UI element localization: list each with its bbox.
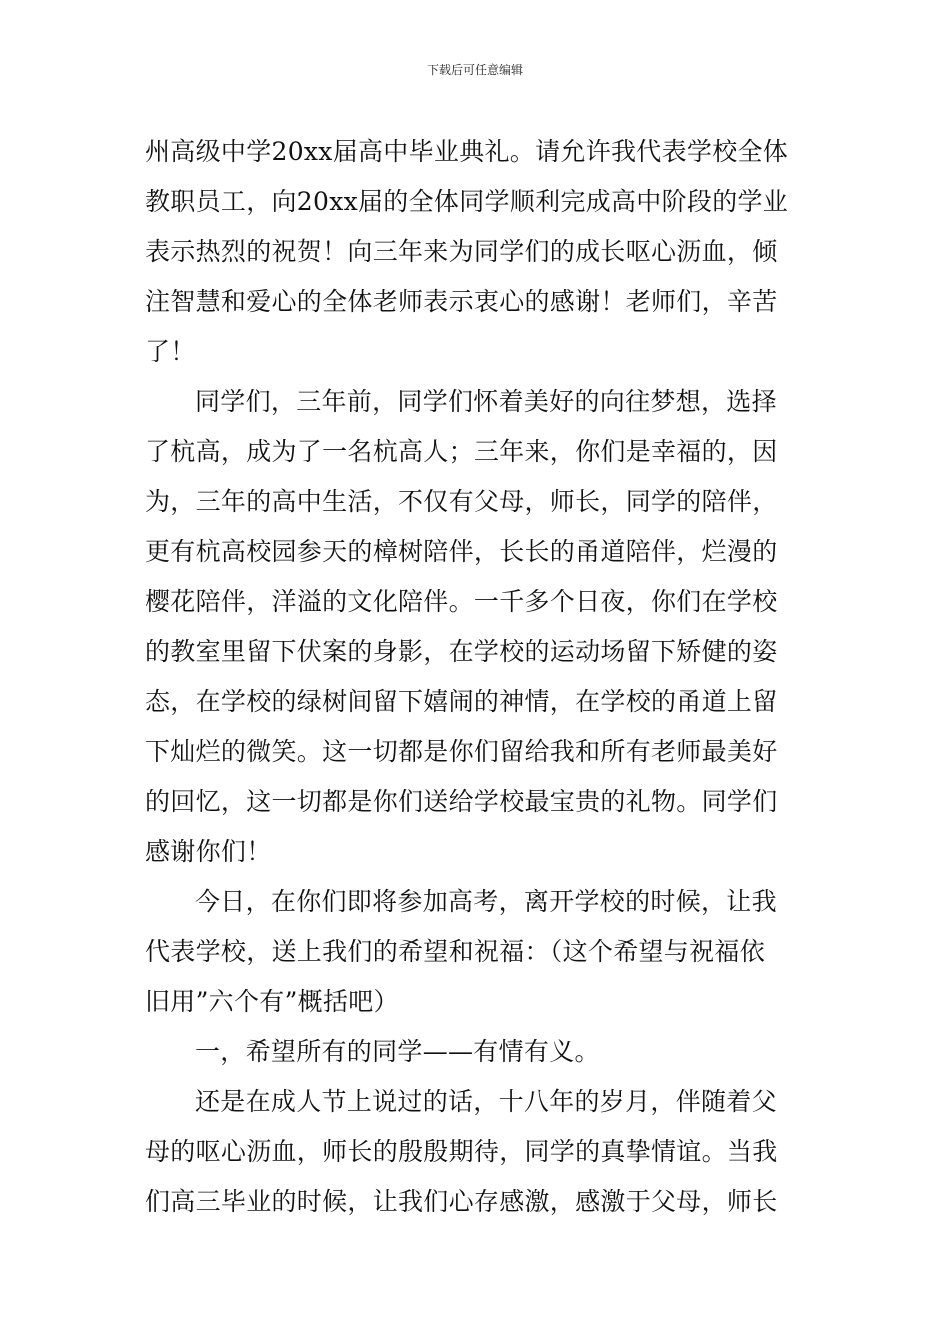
text-line: 州高级中学20xx届高中毕业典礼。请允许我代表学校全体 (145, 137, 789, 166)
page-header: 下载后可任意编辑 (426, 63, 523, 77)
section-heading-line: 一，希望所有的同学——有情有义。 (195, 1037, 600, 1066)
paragraph-start-line: 同学们，三年前，同学们怀着美好的向往梦想，选择 (195, 387, 777, 416)
text-line: 为，三年的高中生活，不仅有父母，师长，同学的陪伴， (145, 487, 778, 516)
text-line: 表示热烈的祝贺！向三年来为同学们的成长呕心沥血，倾 (145, 237, 778, 266)
text-line: 的教室里留下伏案的身影，在学校的运动场留下矫健的姿 (145, 637, 778, 666)
text-line: 母的呕心沥血，师长的殷殷期待，同学的真挚情谊。当我 (145, 1137, 778, 1166)
text-line: 代表学校，送上我们的希望和祝福：（这个希望与祝福依 (145, 937, 766, 966)
text-line: 教职员工，向20xx届的全体同学顺利完成高中阶段的学业 (145, 187, 789, 216)
text-line: 樱花陪伴，洋溢的文化陪伴。一千多个日夜，你们在学校 (145, 587, 778, 616)
paragraph-start-line: 还是在成人节上说过的话，十八年的岁月，伴随着父 (195, 1087, 777, 1116)
text-line: 下灿烂的微笑。这一切都是你们留给我和所有老师最美好 (145, 737, 778, 766)
text-line: 注智慧和爱心的全体老师表示衷心的感谢！老师们，辛苦 (145, 287, 778, 316)
document-body (145, 127, 807, 1227)
text-line: 了！ (145, 337, 196, 366)
paragraph-start-line: 今日，在你们即将参加高考，离开学校的时候，让我 (195, 887, 777, 916)
text-line: 旧用”六个有”概括吧） (145, 987, 399, 1016)
text-line: 们高三毕业的时候，让我们心存感激，感激于父母，师长 (145, 1187, 778, 1216)
text-line: 更有杭高校园参天的樟树陪伴，长长的甬道陪伴，烂漫的 (145, 537, 778, 566)
text-line: 态，在学校的绿树间留下嬉闹的神情，在学校的甬道上留 (145, 687, 778, 716)
text-line: 感谢你们！ (145, 837, 272, 866)
text-line: 的回忆，这一切都是你们送给学校最宝贵的礼物。同学们 (145, 787, 778, 816)
text-line: 了杭高，成为了一名杭高人；三年来，你们是幸福的，因 (145, 437, 778, 466)
